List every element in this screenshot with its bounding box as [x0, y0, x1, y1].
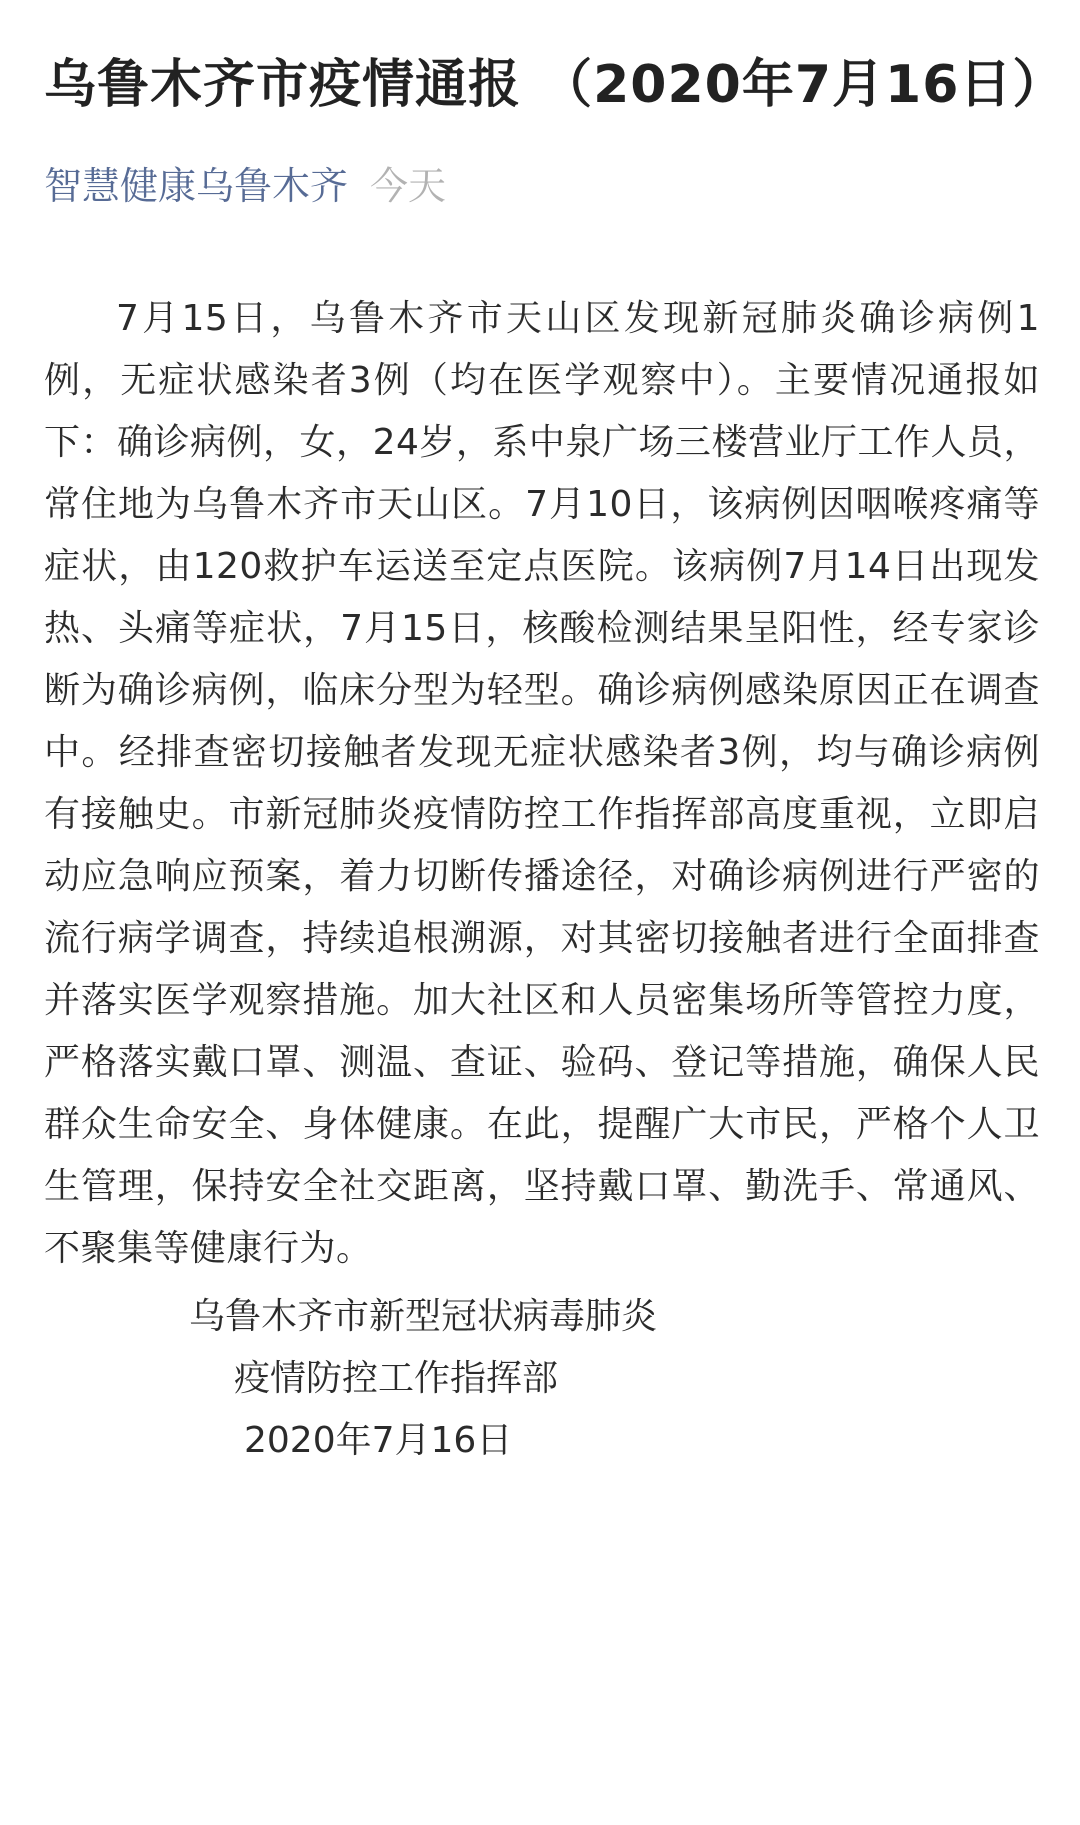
article-body: 7月15日，乌鲁木齐市天山区发现新冠肺炎确诊病例1例，无症状感染者3例（均在医学观察中）。主要情况通报如下：确诊病例，女，24岁，系中泉广场三楼营业厅工作人员，常住地为乌鲁木齐市天山区。7月10日，该病例因咽喉疼痛等症状，由120救护车运送至定点医院。该病例7月14日出现发热、头痛等症状，7月15日，核酸检测结果呈阳性，经专家诊断为确诊病例，临床分型为轻型。确诊病例感染原因正在调查中。经排查密切接触者发现无症状感染者3例，均与确诊病例有接触史。市新冠肺炎疫情防控工作指挥部高度重视，立即启动应急响应预案，着力切断传播途径，对确诊病例进行严密的流行病学调查，持续追根溯源，对其密切接触者进行全面排查并落实医学观察措施。加大社区和人员密集场所等管控力度，严格落实戴口罩、测温、查证、验码、登记等措施，确保人民群众生命安全、身体健康。在此，提醒广大市民，严格个人卫生管理，保持安全社交距离，坚持戴口罩、勤洗手、常通风、不聚集等健康行为。	[44, 298, 1040, 1269]
signature-line-2: 疫情防控工作指挥部	[234, 1358, 559, 1399]
article-meta	[44, 162, 1040, 210]
account-name-link[interactable]: 智慧健康乌鲁木齐	[44, 164, 349, 208]
signature-line-1: 乌鲁木齐市新型冠状病毒肺炎	[189, 1296, 658, 1337]
signature-date: 2020年7月16日	[244, 1420, 513, 1461]
article-title: 乌鲁木齐市疫情通报 （2020年7月16日）	[44, 55, 1066, 115]
article	[44, 50, 1066, 1472]
article-signature	[44, 1286, 1040, 1472]
publish-date: 今天	[370, 164, 447, 208]
